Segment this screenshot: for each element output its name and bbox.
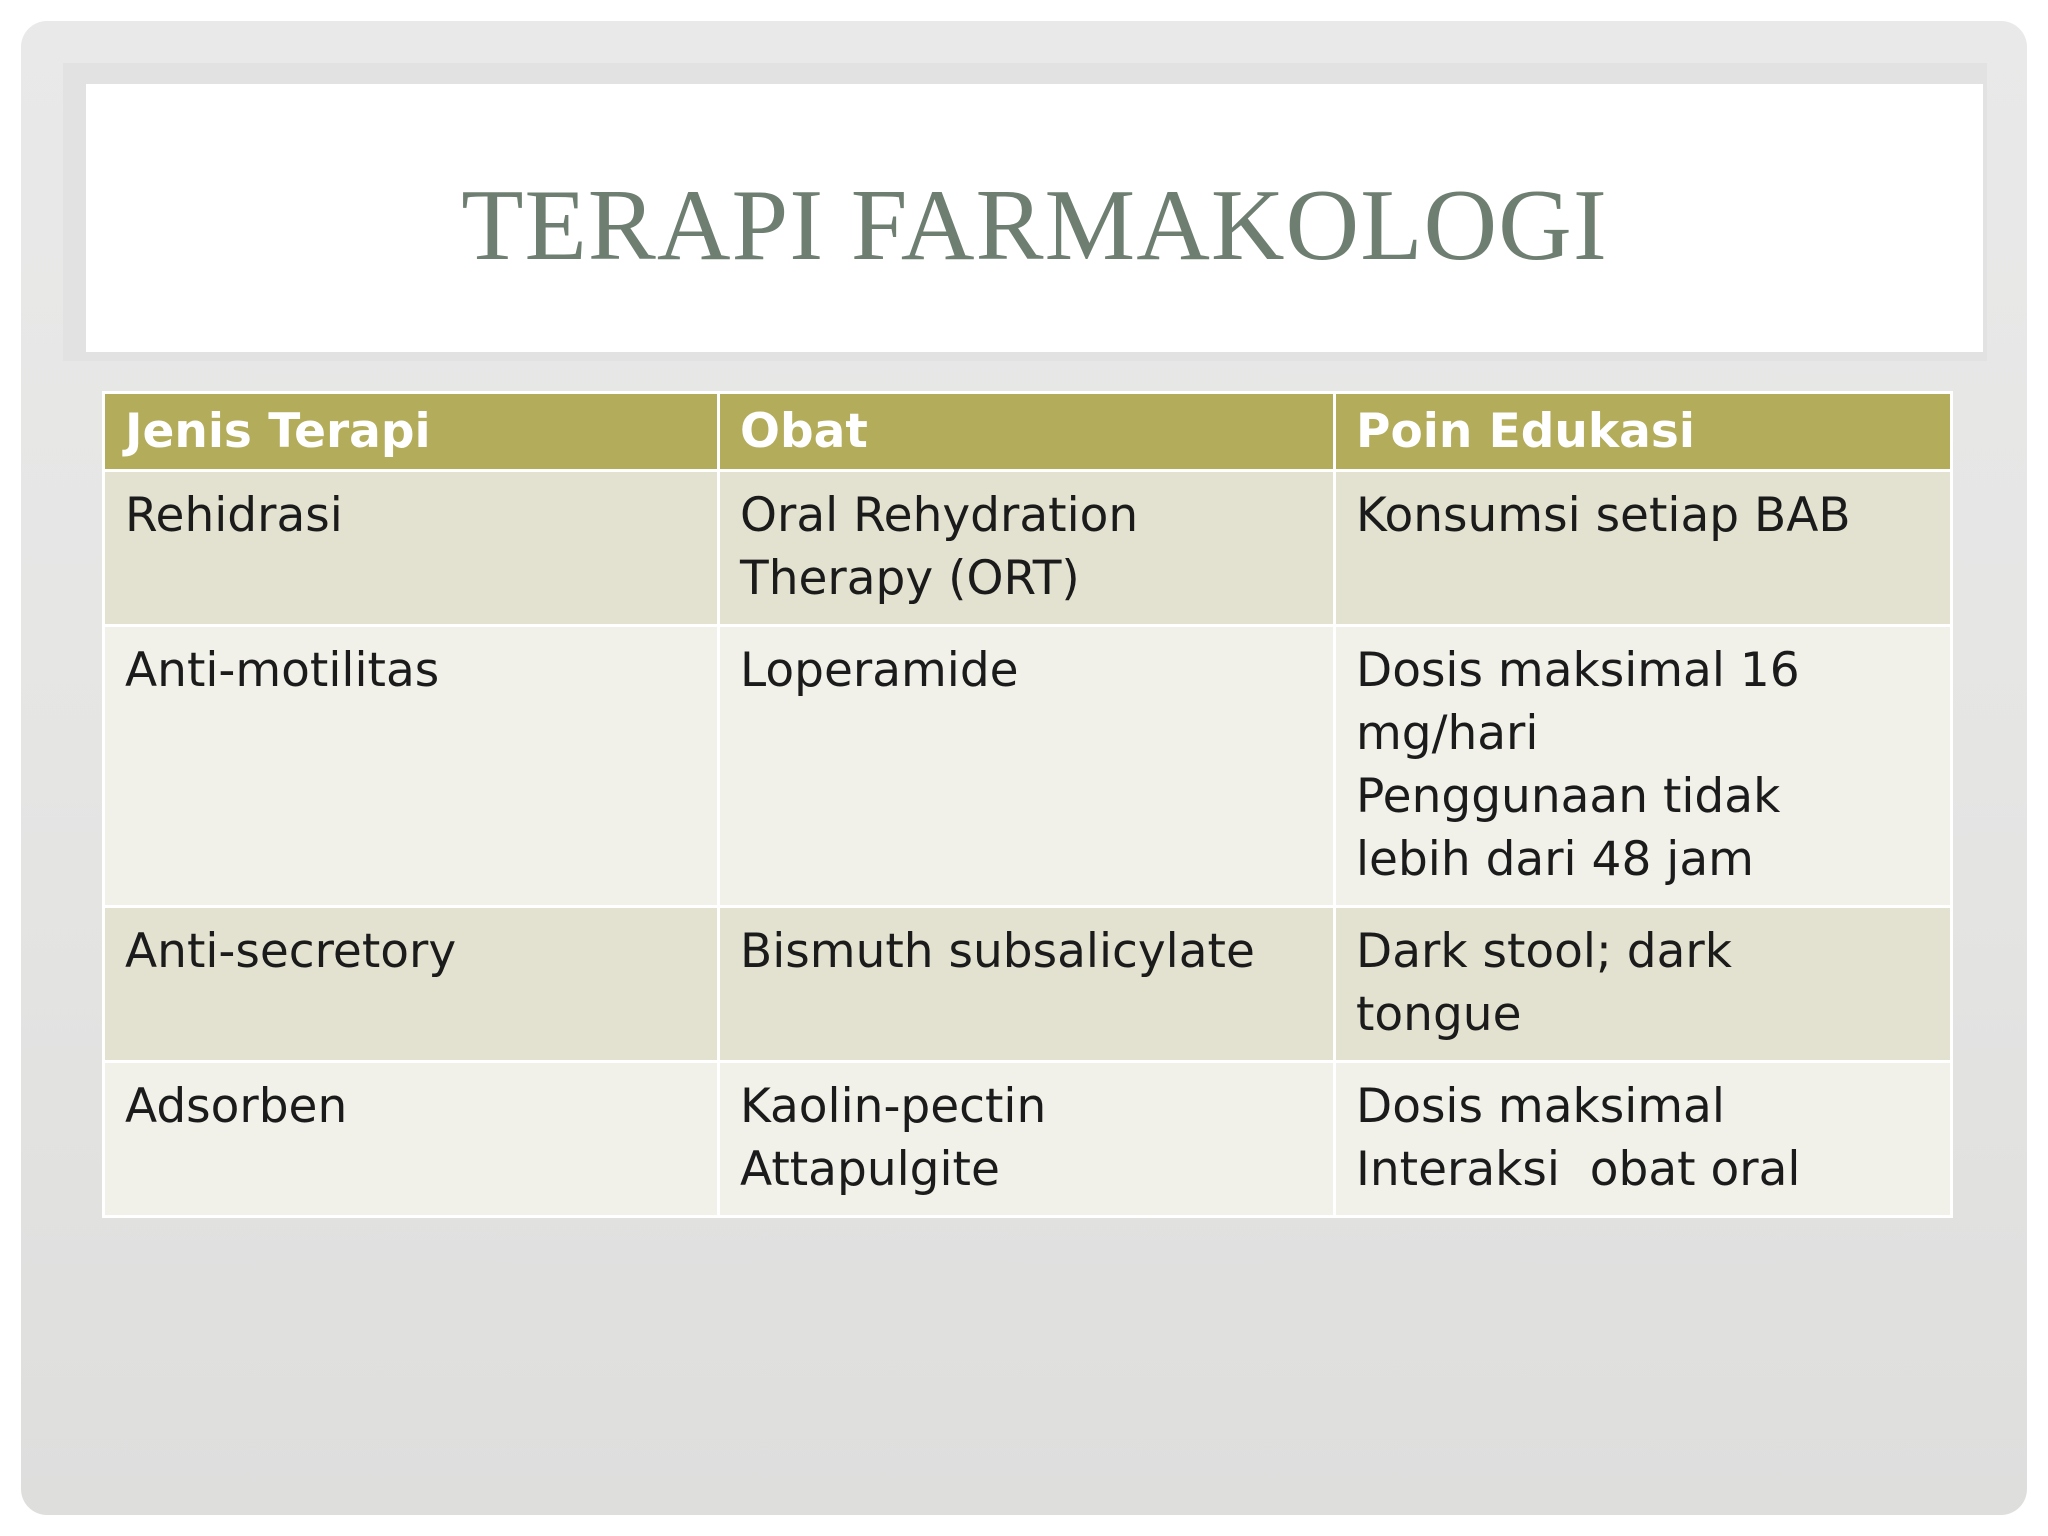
cell-jenis [104,471,719,626]
table-row [104,471,1952,626]
cell-jenis [104,907,719,1062]
cell-text: Dosis maksimal 16 [1356,643,1800,698]
cell-text: tongue [1356,987,1522,1042]
cell-text: Adsorben [125,1079,348,1134]
cell-obat [719,907,1335,1062]
cell-jenis [104,626,719,907]
cell-text: Rehidrasi [125,488,343,543]
cell-text: lebih dari 48 jam [1356,832,1754,887]
cell-jenis [104,1062,719,1217]
table-row [104,1062,1952,1217]
cell-text: Kaolin-pectin [740,1079,1047,1134]
header-poin-edukasi: Poin Edukasi [1335,393,1952,471]
header-obat: Obat [719,393,1335,471]
cell-obat [719,1062,1335,1217]
cell-text: Penggunaan tidak [1356,769,1781,824]
cell-edukasi [1335,471,1952,626]
cell-text: Therapy (ORT) [740,551,1080,606]
cell-text: Dark stool; dark [1356,924,1732,979]
therapy-table [102,391,1953,1218]
cell-obat [719,471,1335,626]
cell-text: Bismuth subsalicylate [740,924,1255,979]
cell-text: Konsumsi setiap BAB [1356,488,1851,543]
cell-obat [719,626,1335,907]
cell-text: Anti-motilitas [125,643,440,698]
header-jenis-terapi: Jenis Terapi [104,393,719,471]
cell-edukasi [1335,1062,1952,1217]
cell-text: Attapulgite [740,1142,1000,1197]
cell-text: Loperamide [740,643,1019,698]
slide-title: TERAPI FARMAKOLOGI [461,168,1608,282]
table-header-row [104,393,1952,471]
cell-edukasi [1335,907,1952,1062]
table-row [104,626,1952,907]
slide [21,21,2027,1515]
cell-text: Dosis maksimal [1356,1079,1725,1134]
cell-edukasi [1335,626,1952,907]
cell-text: Oral Rehydration [740,488,1139,543]
table-row [104,907,1952,1062]
cell-text: Anti-secretory [125,924,457,979]
cell-text: Interaksi obat oral [1356,1142,1801,1197]
title-box [86,84,1983,352]
cell-text: mg/hari [1356,706,1539,761]
